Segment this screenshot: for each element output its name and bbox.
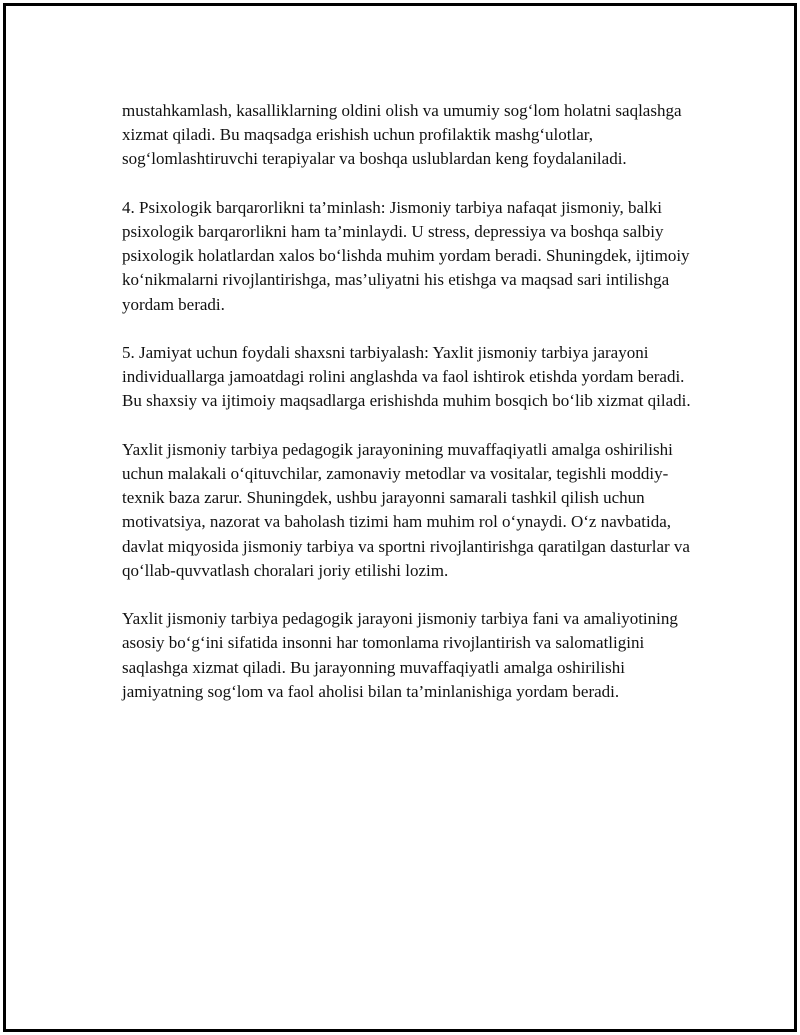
paragraph-useful-person: 5. Jamiyat uchun foydali shaxsni tarbiyalash: Yaxlit jismoniy tarbiya jarayoni individuallarga jamoatdagi rolini anglashda va faol ishtirok etishda yordam beradi. Bu shaxsiy va ijtimoiy maqsadlarga erishishda muhim bosqich bo‘lib xizmat qiladi. (122, 343, 691, 411)
paragraph-psychological-stability: 4. Psixologik barqarorlikni ta’minlash: Jismoniy tarbiya nafaqat jismoniy, balki psixologik barqarorlikni ham ta’minlaydi. U stress, depressiya va boshqa salbiy psixologik holatlardan xalos bo‘lishda muhim yordam beradi. Shuningdek, ijtimoiy ko‘nikmalarni rivojlantirishga, mas’uliyatni his etishga va maqsad sari intilishga yordam beradi. (122, 197, 690, 314)
paragraph-continuation: mustahkamlash, kasalliklarning oldini olish va umumiy sog‘lom holatni saqlashga xizmat qiladi. Bu maqsadga erishish uchun profilaktik mashg‘ulotlar, sog‘lomlashtiruvchi terapiyalar va boshqa uslublardan keng foydalaniladi. (122, 101, 682, 169)
page-frame (3, 3, 797, 1032)
paragraph-conclusion: Yaxlit jismoniy tarbiya pedagogik jarayoni jismoniy tarbiya fani va amaliyotining asosiy bo‘g‘ini sifatida insonni har tomonlama rivojlantirish va salomatligini saqlashga xizmat qiladi. Bu jarayonning muvaffaqiyatli amalga oshirilishi jamiyatning sog‘lom va faol aholisi bilan ta’minlanishiga yordam beradi. (122, 609, 678, 701)
paragraph-implementation: Yaxlit jismoniy tarbiya pedagogik jarayonining muvaffaqiyatli amalga oshirilishi uchun malakali o‘qituvchilar, zamonaviy metodlar va vositalar, tegishli moddiy-texnik baza zarur. Shuningdek, ushbu jarayonni samarali tashkil qilish uchun motivatsiya, nazorat va baholash tizimi ham muhim rol o‘ynaydi. O‘z navbatida, davlat miqyosida jismoniy tarbiya va sportni rivojlantirishga qaratilgan dasturlar va qo‘llab-quvvatlash choralari joriy etilishi lozim. (122, 439, 690, 580)
page-content (122, 99, 692, 704)
